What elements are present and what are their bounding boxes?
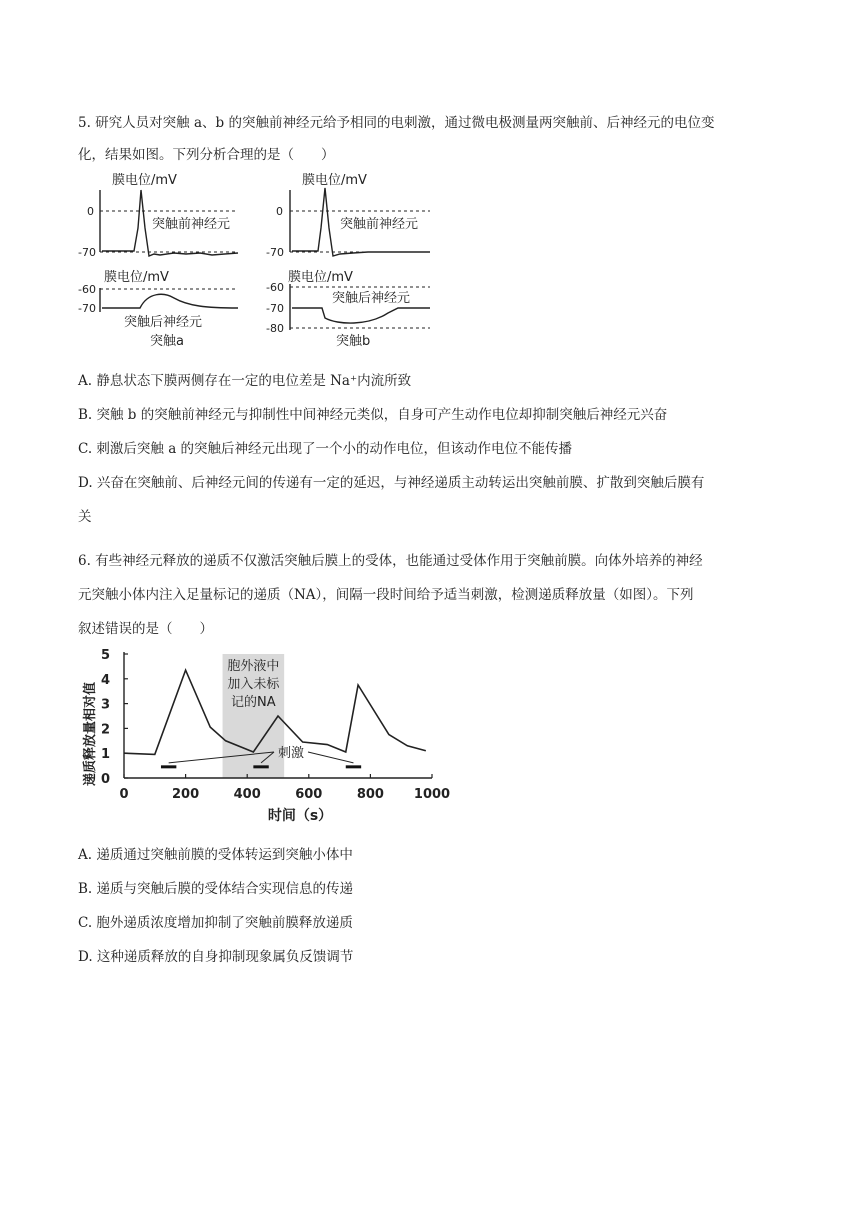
q5-membrane-potential-figure: [78, 168, 450, 354]
label-membrane-a-top: 膜电位/mV: [112, 173, 177, 188]
q5-stem-line2: 化，结果如图。下列分析合理的是（ ）: [78, 147, 335, 163]
x-tick-label: 1000: [413, 787, 451, 802]
q5-stem-line1: 5. 研究人员对突触 a、b 的突触前神经元给予相同的电刺激，通过微电极测量两突触前、后神经元的电位变: [78, 115, 715, 131]
label-pre-b: 突触前神经元: [340, 217, 419, 232]
tick-pre-b-0: 0: [276, 205, 283, 218]
label-pre-a: 突触前神经元: [152, 217, 231, 232]
x-tick-label: 0: [119, 787, 129, 802]
tick-post-a-m60: -60: [78, 283, 96, 296]
x-tick-label: 200: [172, 787, 200, 802]
tick-pre-b-m70: -70: [266, 246, 284, 259]
q5-option-d-line1: D. 兴奋在突触前、后神经元间的传递有一定的延迟，与神经递质主动转运出突触前膜、扩散到突触后膜有: [78, 475, 705, 491]
tick-post-b-m70: -70: [266, 302, 284, 315]
y-tick-label: 5: [100, 648, 110, 663]
tick-pre-a-0: 0: [87, 205, 94, 218]
x-tick-label: 400: [233, 787, 261, 802]
y-tick-label: 2: [100, 722, 110, 738]
shaded-label-line: 加入未标: [227, 677, 280, 692]
q5-option-b: B. 突触 b 的突触前神经元与抑制性中间神经元类似，自身可产生动作电位却抑制突触后神经元兴奋: [78, 407, 668, 423]
q6-option-a: A. 递质通过突触前膜的受体转运到突触小体中: [78, 847, 353, 863]
trace-post-b: [292, 308, 430, 323]
q6-option-c: C. 胞外递质浓度增加抑制了突触前膜释放递质: [78, 915, 353, 931]
q5-option-d-line2: 关: [78, 509, 92, 525]
q6-option-d: D. 这种递质释放的自身抑制现象属负反馈调节: [78, 949, 354, 965]
tick-pre-a-m70: -70: [78, 246, 96, 259]
q6-option-b: B. 递质与突触后膜的受体结合实现信息的传递: [78, 881, 354, 897]
tick-post-a-m70: -70: [78, 302, 96, 315]
label-synapse-b: 突触b: [336, 334, 371, 349]
tick-post-b-m80: -80: [266, 322, 284, 335]
y-tick-label: 0: [100, 772, 110, 787]
shaded-label-line: 记的NA: [231, 695, 276, 710]
stimulus-pointer: [308, 752, 353, 763]
y-tick-label: 1: [100, 747, 110, 763]
q6-stem-line1: 6. 有些神经元释放的递质不仅激活突触后膜上的受体，也能通过受体作用于突触前膜。向体外培养的神经: [78, 553, 703, 569]
trace-post-a: [102, 294, 238, 308]
q5-option-c: C. 刺激后突触 a 的突触后神经元出现了一个小的动作电位，但该动作电位不能传播: [78, 441, 573, 457]
y-axis-label: 递质释放量相对值: [83, 681, 98, 787]
q6-stem-line3: 叙述错误的是（ ）: [78, 621, 213, 637]
q5-option-a: A. 静息状态下膜两侧存在一定的电位差是 Na⁺内流所致: [78, 373, 412, 389]
x-tick-label: 800: [356, 787, 384, 802]
shaded-label-line: 胞外液中: [227, 659, 280, 674]
label-membrane-b-bottom: 膜电位/mV: [288, 270, 353, 285]
label-membrane-b-top: 膜电位/mV: [302, 173, 367, 188]
label-synapse-a: 突触a: [150, 334, 184, 349]
x-axis-label: 时间（s）: [267, 808, 333, 824]
y-tick-label: 3: [100, 697, 110, 713]
stimulus-label: 刺激: [278, 746, 305, 761]
q6-stem-line2: 元突触小体内注入足量标记的递质（NA），间隔一段时间给予适当刺激，检测递质释放量（如图）。下列: [78, 587, 694, 603]
tick-post-b-m60: -60: [266, 281, 284, 294]
label-post-a: 突触后神经元: [124, 315, 203, 330]
q6-release-chart: [78, 646, 458, 826]
y-tick-label: 4: [100, 672, 110, 688]
x-tick-label: 600: [295, 787, 323, 802]
label-membrane-a-bottom: 膜电位/mV: [104, 270, 169, 285]
label-post-b: 突触后神经元: [332, 291, 411, 306]
